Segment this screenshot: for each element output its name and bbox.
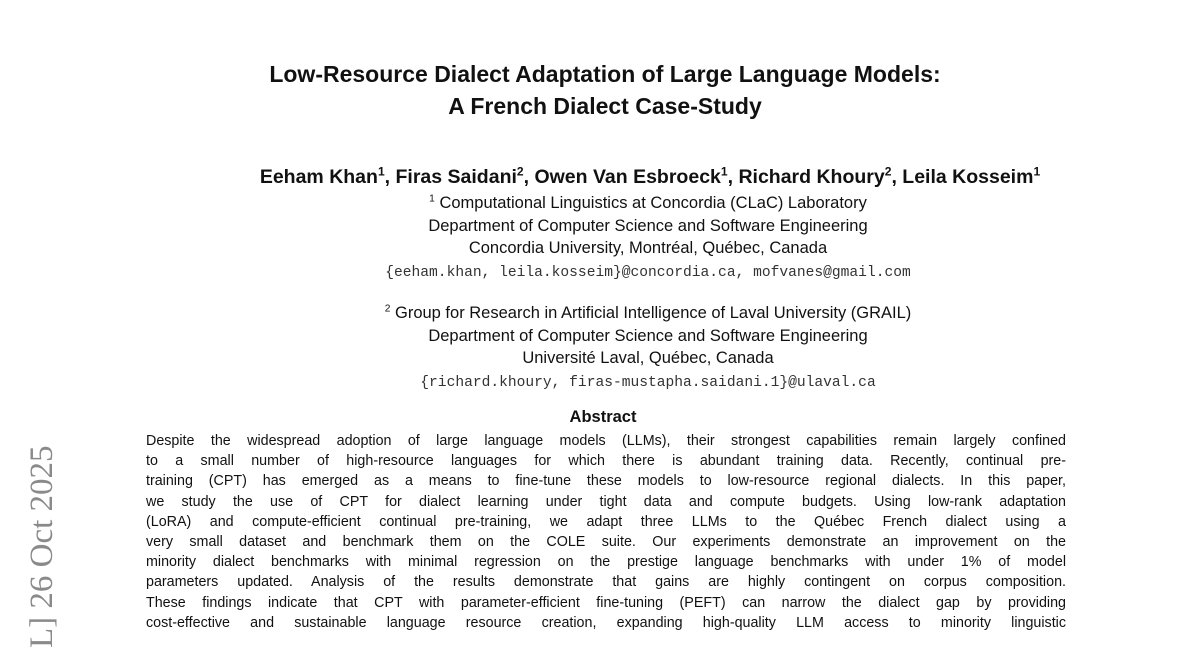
- abstract-line: Despite the widespread adoption of large language models (LLMs), their strongest capabilities remain largely confined: [146, 433, 1066, 449]
- author: Leila Kosseim$^1$: [902, 164, 1041, 188]
- paper-title: [0, 58, 1200, 122]
- abstract-line: very small dataset and benchmark them on the COLE suite. Our experiments demonstrate an improvement on the: [146, 534, 1066, 551]
- author-list: [0, 164, 1200, 190]
- abstract-line: (LoRA) and compute-efficient continual pre-training, we adapt three LLMs to the Québec French dialect using a: [146, 513, 1066, 530]
- arxiv-stamp: L] 26 Oct 2025: [24, 445, 60, 648]
- abstract-line: minority dialect benchmarks with minimal regression on the prestige language benchmarks with under 1% of model: [146, 554, 1066, 571]
- author: Richard Khoury$^2$,: [738, 164, 903, 188]
- paper-title-line-2: A French Dialect Case-Study: [448, 93, 762, 119]
- affiliation-emails: {eeham.khan, leila.kosseim}@concordia.ca, mofvanes@gmail.com: [385, 264, 911, 281]
- abstract-line: cost-effective and sustainable language resource creation, expanding high-quality LLM access to minority linguistic: [146, 614, 1066, 631]
- affiliation-2: [0, 302, 1200, 394]
- affiliation-lab: $^1$ Computational Linguistics at Concordia (CLaC) Laboratory: [429, 193, 867, 212]
- abstract-heading: Abstract: [569, 408, 637, 426]
- affiliation-department: Department of Computer Science and Software Engineering: [428, 326, 868, 345]
- abstract-line: parameters updated. Analysis of the results demonstrate that gains are highly contingent on corpus composition.: [146, 574, 1066, 591]
- abstract-line: we study the use of CPT for dialect learning under tight data and compute budgets. Using low-rank adaptation: [146, 493, 1066, 510]
- abstract-line: These findings indicate that CPT with parameter-efficient fine-tuning (PEFT) can narrow the dialect gap by providing: [146, 594, 1066, 611]
- author: Firas Saidani$^2$,: [395, 164, 535, 188]
- affiliation-lab: $^2$ Group for Research in Artificial Intelligence of Laval University (GRAIL): [384, 303, 912, 322]
- author: Owen Van Esbroeck$^1$,: [534, 164, 739, 188]
- paper-title-line-1: Low-Resource Dialect Adaptation of Large Language Models:: [269, 61, 941, 87]
- affiliation-university: Concordia University, Montréal, Québec, Canada: [468, 239, 828, 257]
- affiliation-emails: {richard.khoury, firas-mustapha.saidani.1}@ulaval.ca: [420, 374, 876, 391]
- affiliation-1: [0, 192, 1200, 284]
- abstract-line: training (CPT) has emerged as a means to fine-tune these models to low-resource regional dialects. In this paper,: [146, 473, 1066, 490]
- affiliation-department: Department of Computer Science and Software Engineering: [428, 216, 868, 235]
- abstract-body: [146, 431, 1066, 633]
- abstract-line: to a small number of high-resource languages for which there is abundant training data. Recently, continual pre-: [146, 453, 1066, 470]
- author: Eeham Khan$^1$,: [259, 164, 396, 188]
- affiliation-university: Université Laval, Québec, Canada: [522, 349, 774, 367]
